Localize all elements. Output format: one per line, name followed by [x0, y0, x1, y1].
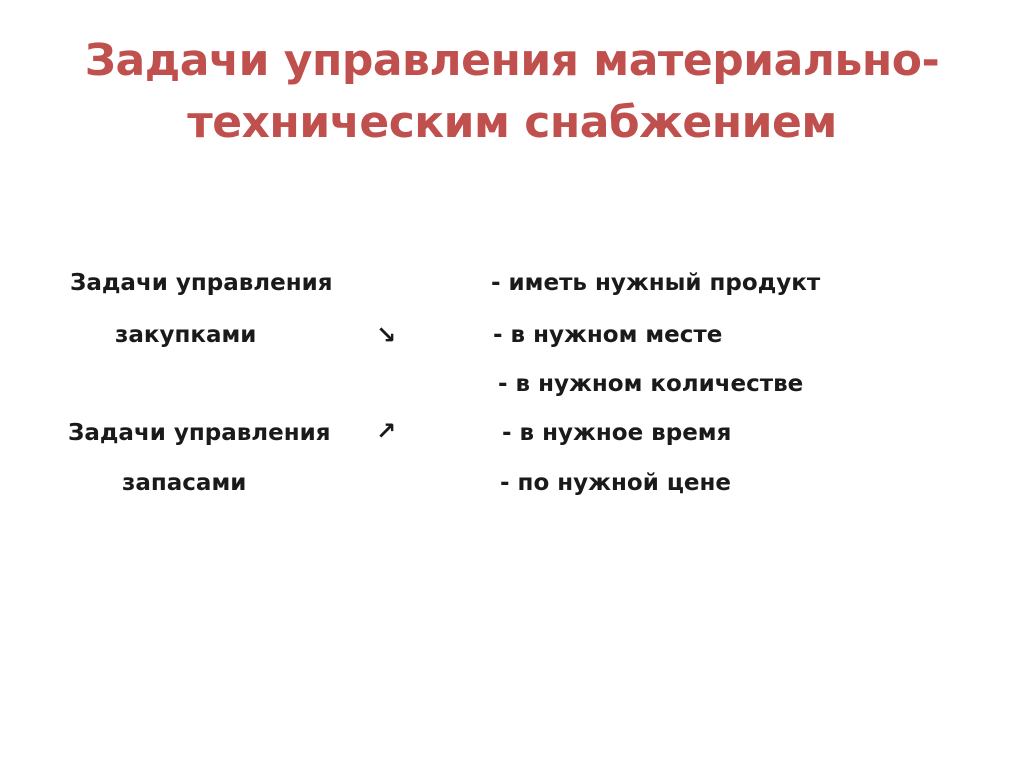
- procurement-label-line2: закупками: [115, 322, 257, 348]
- arrow-up-right-icon: ↗: [376, 417, 397, 445]
- requirement-item: - по нужной цене: [500, 470, 731, 496]
- inventory-label-line1: Задачи управления: [68, 420, 331, 446]
- arrow-down-right-icon: ↘: [376, 321, 397, 349]
- requirement-item: - в нужном количестве: [498, 371, 804, 397]
- slide-title: Задачи управления материально-техническим снабжением: [84, 35, 940, 148]
- inventory-label-line2: запасами: [122, 470, 247, 496]
- requirement-item: - иметь нужный продукт: [491, 270, 821, 296]
- requirement-item: - в нужном месте: [493, 322, 723, 348]
- procurement-label-line1: Задачи управления: [70, 270, 333, 296]
- requirement-item: - в нужное время: [502, 420, 732, 446]
